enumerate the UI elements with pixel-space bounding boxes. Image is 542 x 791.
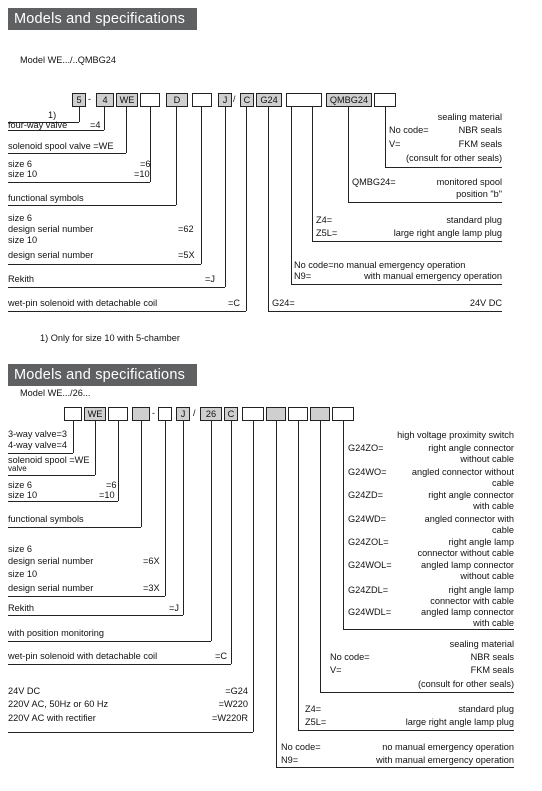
code-box: QMBG24 [326,93,372,107]
desc-g24zd-1: right angle connector [428,490,514,500]
code-220v-rectifier: =W220R [211,713,248,723]
label-size6: size 6 [8,159,33,169]
code-box [374,93,396,107]
label-size10: size 10 [8,490,38,500]
section2-header: Models and specifications [8,364,197,386]
label-4way-valve: 4-way valve=4 [8,440,67,450]
code-design-1: =6X [143,556,160,566]
code-box: D [166,93,188,107]
code-rekith: =J [169,603,179,613]
code-z5l: Z5L= [305,717,327,727]
code-box: WE [116,93,138,107]
desc-g24wd-1: angled connector with [424,514,514,524]
desc-position-b: position "b" [456,189,502,199]
desc-with-manual: with manual emergency operation [376,755,514,765]
label-design-serial-2: design serial number [8,583,94,593]
label-hv-proximity: high voltage proximity switch [397,430,514,440]
label-design-size6: size 6 [8,213,33,223]
desc-nbr: NBR seals [470,652,514,662]
label-rekith: Rekith [8,274,35,284]
label-sealing-material: sealing material [437,112,502,122]
desc-consult: (consult for other seals) [406,153,502,163]
code-qmbg24: QMBG24= [352,177,396,187]
desc-fkm: FKM seals [470,665,514,675]
code-v-seal: V= [330,665,342,675]
code-box [310,407,330,421]
code-g24wdl: G24WDL= [348,607,392,617]
label-design-serial-1: design serial number [8,224,94,234]
label-rekith: Rekith [8,603,35,613]
code-box: 5 [72,93,86,107]
code-box: C [224,407,238,421]
code-nocode-manual: No code= [281,742,321,752]
desc-g24zo-2: without cable [460,454,514,464]
code-g24zd: G24ZD= [348,490,383,500]
code-n9: N9= [281,755,299,765]
code-box [158,407,172,421]
desc-g24wol-1: angled lamp connector [421,560,514,570]
code-n9: N9= [294,271,312,281]
code-g24wd: G24WD= [348,514,387,524]
code-box: J [218,93,232,107]
code-size10: =10 [99,490,115,500]
code-box [242,407,264,421]
desc-monitored: monitored spool [436,177,502,187]
code-box [192,93,212,107]
code-fourway: =4 [90,120,101,130]
desc-g24wdl-1: angled lamp connector [421,607,514,617]
code-g24wo: G24WO= [348,467,387,477]
desc-g24: 24V DC [469,298,502,308]
label-design-serial-1: design serial number [8,556,94,566]
desc-standard-plug: standard plug [446,215,502,225]
desc-g24wo-1: angled connector without [411,467,514,477]
label-design-size10: size 10 [8,235,38,245]
code-size10: =10 [134,169,150,179]
code-g24: G24= [272,298,295,308]
code-wet-pin: =C [215,651,228,661]
label-functional-symbols: functional symbols [8,514,84,524]
separator-dash: - [88,94,91,104]
code-design-2: =3X [143,583,160,593]
desc-lamp-plug: large right angle lamp plug [393,228,502,238]
code-box [332,407,354,421]
code-box: WE [84,407,106,421]
code-z4: Z4= [305,704,322,714]
desc-no-manual: No code=no manual emergency operation [294,260,466,270]
label-size6: size 6 [8,480,33,490]
desc-g24wdl-2: with cable [473,618,514,628]
code-wet-pin: =C [228,298,241,308]
desc-lamp-plug: large right angle lamp plug [405,717,514,727]
desc-g24zol-2: connector without cable [417,548,514,558]
desc-g24zd-2: with cable [473,501,514,511]
label-220v-rectifier: 220V AC with rectifier [8,713,96,723]
code-design-2: =5X [178,250,195,260]
section2-model-title: Model WE.../26... [20,388,91,398]
desc-consult: (consult for other seals) [418,679,514,689]
desc-g24zo-1: right angle connector [428,443,514,453]
code-box [266,407,286,421]
code-box [140,93,160,107]
desc-fkm: FKM seals [458,139,502,149]
label-solenoid-spool: solenoid spool =WE [8,455,90,465]
code-design-1: =62 [178,224,194,234]
desc-nbr: NBR seals [458,125,502,135]
code-24v-dc: =G24 [225,686,248,696]
code-g24wol: G24WOL= [348,560,392,570]
code-box [286,93,322,107]
label-fourway-valve: four-way valve [8,120,68,130]
label-wet-pin: wet-pin solenoid with detachable coil [8,298,158,308]
label-sealing-material: sealing material [449,639,514,649]
desc-g24wd-2: cable [492,525,514,535]
label-size10: size 10 [8,169,38,179]
separator-slash: / [193,408,196,418]
desc-no-manual: no manual emergency operation [382,742,514,752]
section1-footnote: 1) Only for size 10 with 5-chamber [40,333,180,343]
code-v-seal: V= [389,139,401,149]
code-size6: =6 [140,159,151,169]
desc-g24wol-2: without cable [460,571,514,581]
separator-dash: - [152,408,155,418]
label-valve: valve [8,464,27,473]
code-220v-ac: =W220 [218,699,248,709]
code-box: C [240,93,254,107]
desc-g24wo-2: cable [492,478,514,488]
footnote-marker: 1) [48,110,57,120]
code-z5l: Z5L= [316,228,338,238]
code-size6: =6 [106,480,117,490]
label-220v-ac: 220V AC, 50Hz or 60 Hz [8,699,109,709]
code-box: 4 [96,93,114,107]
code-box: 26 [200,407,222,421]
code-nocode-seal: No code= [389,125,429,135]
label-wet-pin: wet-pin solenoid with detachable coil [8,651,158,661]
code-box: J [176,407,190,421]
separator-slash: / [233,94,236,104]
code-box: G24 [256,93,282,107]
desc-with-manual: with manual emergency operation [364,271,502,281]
code-z4: Z4= [316,215,333,225]
label-position-monitoring: with position monitoring [8,628,105,638]
label-d-size10: size 10 [8,569,38,579]
code-box [132,407,150,421]
section1-header: Models and specifications [8,8,197,30]
label-solenoid-spool: solenoid spool valve =WE [8,141,114,151]
desc-g24zdl-2: connector with cable [430,596,514,606]
code-box [64,407,82,421]
code-g24zol: G24ZOL= [348,537,389,547]
code-g24zdl: G24ZDL= [348,585,389,595]
label-24v-dc: 24V DC [8,686,41,696]
code-rekith: =J [205,274,215,284]
desc-g24zdl-1: right angle lamp [448,585,514,595]
desc-g24zol-1: right angle lamp [448,537,514,547]
code-box [108,407,128,421]
code-g24zo: G24ZO= [348,443,384,453]
code-nocode-seal: No code= [330,652,370,662]
label-design-serial-2: design serial number [8,250,94,260]
label-d-size6: size 6 [8,544,33,554]
code-box [288,407,308,421]
desc-standard-plug: standard plug [458,704,514,714]
label-3way-valve: 3-way valve=3 [8,429,67,439]
section1-model-title: Model WE.../..QMBG24 [20,55,116,65]
label-functional-symbols: functional symbols [8,193,84,203]
